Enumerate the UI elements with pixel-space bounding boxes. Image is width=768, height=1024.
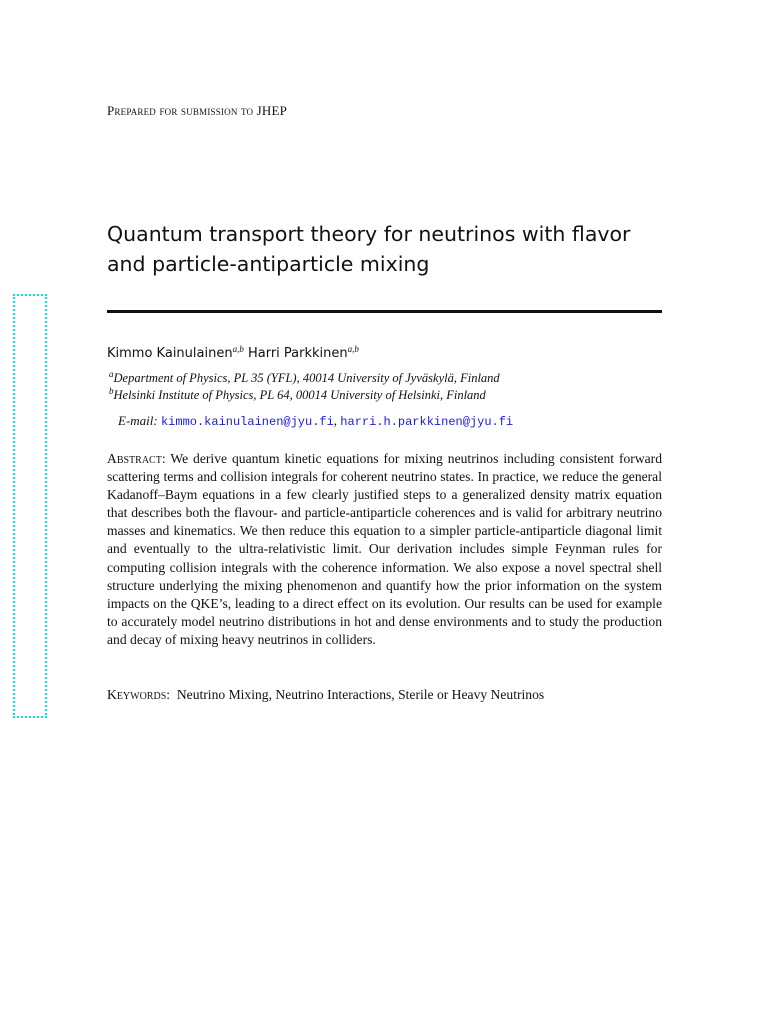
email-label: E-mail: (118, 413, 158, 428)
email-link-2[interactable]: harri.h.parkkinen@jyu.fi (340, 415, 514, 429)
affiliation-mark: a (109, 369, 114, 379)
dotted-frame (13, 294, 47, 718)
affiliation-mark: b (109, 386, 114, 396)
author-affiliation-mark: a,b (347, 344, 359, 354)
abstract-text: We derive quantum kinetic equations for mixing neutrinos including consistent forward scattering terms and collision integrals for coherent neutrino states. In practice, we reduce the general Kadanoff–Baym equations in a few clearly justified steps to a generalized density matrix equation that describes both the flavour- and particle-antiparticle coherences and is valid for arbitrary neutrino masses and kinematics. We then reduce this equation to a simpler particle-antiparticle diagonal limit and eventually to the ultra-relativistic limit. Our derivation includes simple Feynman rules for computing collision integrals with the coherence information. We also expose a novel spectral shell structure underlying the mixing phenomenon and quantify how the prior information on the system impacts on the QKE’s, leading to a direct effect on its evolution. Our results can be used for example to accurately model neutrino distributions in hot and dense environments and to study the production and decay of mixing heavy neutrinos in colliders. (107, 451, 662, 647)
keywords-label: Keywords: (107, 687, 171, 702)
author-affiliation-mark: a,b (232, 344, 244, 354)
title-line-1: Quantum transport theory for neutrinos with flavor (107, 222, 631, 246)
abstract (107, 450, 662, 649)
keywords (107, 687, 544, 703)
author-name: Kimmo Kainulainen (107, 346, 233, 361)
affiliation-a (109, 371, 500, 386)
email-link-1[interactable]: kimmo.kainulainen@jyu.fi (160, 415, 334, 429)
journal-note: Prepared for submission to JHEP (107, 103, 288, 118)
paper-title (107, 219, 667, 279)
email-line (118, 413, 513, 429)
affiliation-text: Department of Physics, PL 35 (YFL), 40014 University of Jyväskylä, Finland (113, 371, 500, 385)
affiliation-b (109, 388, 486, 403)
title-line-2: and particle-antiparticle mixing (107, 252, 430, 276)
author-list (107, 346, 359, 361)
author-name: Harri Parkkinen (247, 346, 348, 361)
title-rule (107, 310, 662, 313)
email-separator: , (333, 413, 341, 428)
affiliation-text: Helsinki Institute of Physics, PL 64, 00014 University of Helsinki, Finland (113, 388, 486, 402)
keywords-text: Neutrino Mixing, Neutrino Interactions, Sterile or Heavy Neutrinos (176, 687, 545, 702)
abstract-label: Abstract: (107, 451, 166, 466)
